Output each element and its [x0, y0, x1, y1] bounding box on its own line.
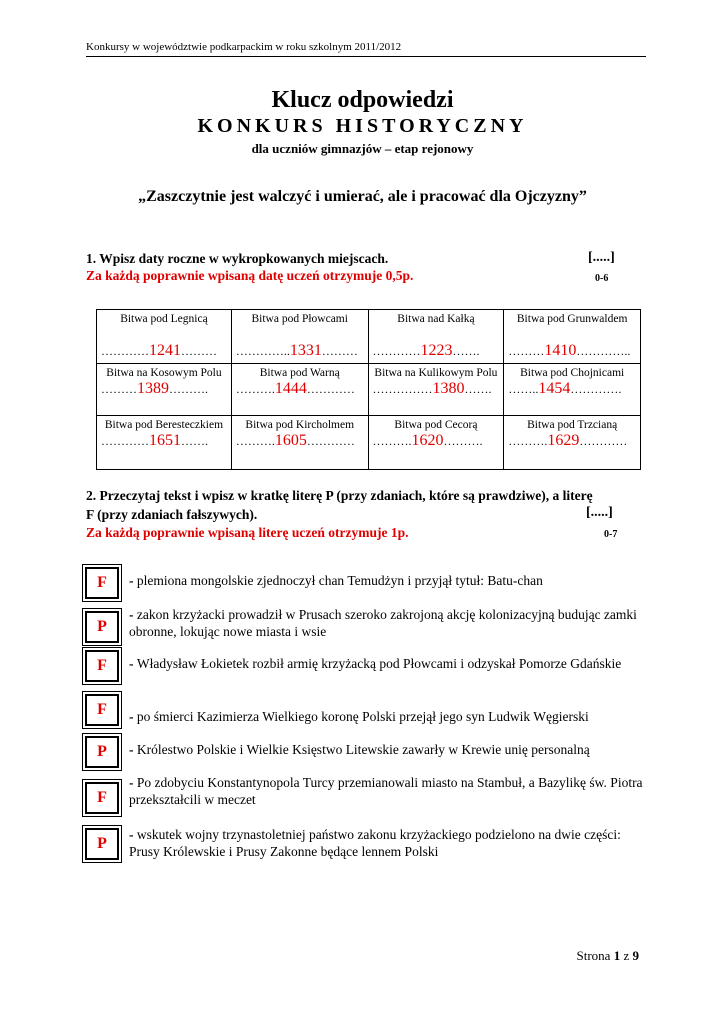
date-answer: 1223 — [420, 342, 453, 359]
task1-points-box: [.....] — [588, 250, 615, 265]
task1-scoring: Za każdą poprawnie wpisaną datę uczeń otrzymuje 0,5p. — [86, 268, 414, 283]
dates-table — [96, 309, 641, 470]
footer-of: z — [623, 948, 630, 963]
statement — [129, 741, 644, 758]
motto: „Zaszczytnie jest walczyć i umierać, ale i pracować dla Ojczyzny” — [138, 188, 587, 205]
date-answer: 1651 — [149, 432, 181, 449]
date-answer: 1629 — [547, 432, 580, 449]
answer-box[interactable]: F — [85, 694, 119, 726]
battle-name: Bitwa nad Kałką — [397, 313, 475, 325]
statement-text: Władysław Łokietek rozbił armię krzyżacką pod Płowcami i odzyskał Pomorze Gdańskie — [136, 656, 622, 671]
battle-cell — [97, 310, 232, 364]
battle-name: Bitwa pod Legnicą — [120, 313, 208, 325]
dates-row — [97, 310, 641, 364]
answer-box[interactable]: F — [85, 782, 119, 814]
dotted-trailer: ………. — [169, 382, 208, 396]
statement-text: Królestwo Polskie i Wielkie Księstwo Litewskie zawarły w Krewie unię personalną — [136, 742, 590, 757]
dotted-leader: ………… — [101, 434, 149, 448]
date-answer: 1380 — [432, 380, 465, 397]
date-answer: 1454 — [538, 380, 571, 397]
competition-stage: dla uczniów gimnazjów – etap rejonowy — [251, 141, 474, 156]
dotted-leader: ………. — [508, 434, 548, 448]
bullet-dash: - — [129, 607, 137, 622]
dotted-trailer: ………….. — [576, 344, 631, 358]
date-answer-line — [101, 432, 227, 450]
dotted-leader: …………… — [372, 382, 433, 396]
task2-scoring: Za każdą poprawnie wpisaną literę uczeń otrzymuje 1p. — [86, 525, 409, 540]
date-answer: 1331 — [289, 342, 322, 359]
statement-text: po śmierci Kazimierza Wielkiego koronę Polski przejął jego syn Ludwik Węgierski — [136, 709, 589, 724]
page-footer — [577, 948, 639, 964]
document-header: Konkursy w województwie podkarpackim w roku szkolnym 2011/2012 — [86, 41, 646, 57]
statement-text: zakon krzyżacki prowadził w Prusach szeroko zakrojoną akcję kolonizacyjną budując zamki obronne, lokując nowe miasta i wsie — [129, 607, 637, 639]
dotted-trailer: ……. — [181, 434, 208, 448]
battle-cell — [504, 416, 641, 470]
dotted-leader: ………. — [372, 434, 412, 448]
date-answer: 1605 — [274, 432, 307, 449]
page-subtitle: KONKURS HISTORYCZNY — [197, 115, 528, 137]
battle-name: Bitwa na Kosowym Polu — [106, 367, 222, 379]
date-answer-line — [373, 342, 500, 360]
battle-name: Bitwa pod Trzcianą — [527, 419, 618, 431]
battle-cell — [368, 416, 504, 470]
battle-name: Bitwa pod Grunwaldem — [516, 313, 628, 325]
battle-cell — [368, 364, 504, 416]
task1-range: 0-6 — [595, 273, 609, 284]
task1-instruction: 1. Wpisz daty roczne w wykropkowanych miejscach. — [86, 251, 389, 266]
dotted-trailer: ………… — [579, 434, 628, 448]
battle-cell — [97, 416, 232, 470]
statement-text: Po zdobyciu Konstantynopola Turcy przemianowali miasto na Stambuł, a Bazylikę św. Piotra przekształcili w meczet — [129, 775, 643, 807]
dotted-trailer: ……… — [321, 344, 358, 358]
dotted-leader: …….. — [508, 382, 539, 396]
battle-cell — [97, 364, 232, 416]
date-answer-line — [508, 432, 636, 450]
answer-box[interactable]: P — [85, 736, 119, 768]
dotted-trailer: ……… — [181, 344, 217, 358]
statement-text: wskutek wojny trzynastoletniej państwo zakonu krzyżackiego podzielono na dwie części: Prusy Królewskie i Prusy Zakonne będące lennem Polski — [129, 827, 621, 859]
dotted-trailer: ………. — [443, 434, 483, 448]
bullet-dash: - — [129, 827, 137, 842]
battle-name: Bitwa pod Płowcami — [251, 313, 348, 325]
answer-box[interactable]: F — [85, 567, 119, 599]
answer-box[interactable]: F — [85, 650, 119, 682]
date-answer-line — [508, 342, 636, 360]
dotted-trailer: ………… — [306, 434, 355, 448]
task2-points-box: [.....] — [586, 505, 613, 520]
statement — [129, 655, 644, 672]
battle-name: Bitwa pod Chojnicami — [520, 367, 625, 379]
battle-name: Bitwa pod Warną — [259, 367, 340, 379]
date-answer: 1620 — [411, 432, 444, 449]
dotted-leader: ………… — [372, 344, 421, 358]
bullet-dash: - — [129, 709, 137, 724]
battle-cell — [231, 416, 368, 470]
bullet-dash: - — [129, 775, 137, 790]
dotted-leader: ………. — [235, 434, 275, 448]
dotted-leader: ……… — [101, 382, 137, 396]
battle-name: Bitwa pod Kircholmem — [245, 419, 355, 431]
battle-cell — [231, 310, 368, 364]
answer-box[interactable]: P — [85, 828, 119, 860]
bullet-dash: - — [129, 742, 137, 757]
dotted-leader: ……… — [508, 344, 545, 358]
statement — [129, 572, 644, 589]
dotted-trailer: …………. — [570, 382, 622, 396]
date-answer-line — [508, 380, 636, 398]
battle-name: Bitwa na Kulikowym Polu — [374, 367, 498, 379]
date-answer: 1410 — [544, 342, 577, 359]
page-title: Klucz odpowiedzi — [271, 87, 454, 113]
dates-row — [97, 364, 641, 416]
dotted-trailer: ………… — [306, 382, 355, 396]
battle-cell — [368, 310, 504, 364]
statement-text: plemiona mongolskie zjednoczył chan Temudżyn i przyjął tytuł: Batu-chan — [136, 573, 543, 588]
dotted-leader: ………….. — [235, 344, 290, 358]
statement — [129, 774, 644, 808]
answer-box[interactable]: P — [85, 611, 119, 643]
dotted-leader: ………… — [101, 344, 149, 358]
date-answer-line — [373, 432, 500, 450]
statement — [129, 708, 644, 725]
dotted-trailer: ……. — [464, 382, 492, 396]
date-answer-line — [236, 342, 364, 360]
date-answer: 1241 — [149, 342, 181, 359]
statement — [129, 826, 644, 860]
battle-cell — [231, 364, 368, 416]
footer-prefix: Strona — [576, 948, 611, 963]
dotted-leader: ………. — [235, 382, 275, 396]
battle-cell — [504, 310, 641, 364]
date-answer-line — [101, 380, 227, 398]
date-answer-line — [236, 380, 364, 398]
task2-instruction-line1: 2. Przeczytaj tekst i wpisz w kratkę literę P (przy zdaniach, które są prawdziwe), a literę — [86, 488, 593, 503]
dotted-trailer: ……. — [452, 344, 480, 358]
date-answer-line — [236, 432, 364, 450]
date-answer: 1389 — [137, 380, 169, 397]
date-answer-line — [373, 380, 500, 398]
battle-name: Bitwa pod Cecorą — [394, 419, 478, 431]
footer-page: 1 — [613, 948, 621, 963]
bullet-dash: - — [129, 656, 137, 671]
footer-total: 9 — [632, 948, 639, 963]
date-answer-line — [101, 342, 227, 360]
statement — [129, 606, 644, 640]
battle-cell — [504, 364, 641, 416]
dates-row — [97, 416, 641, 470]
bullet-dash: - — [129, 573, 137, 588]
task2-instruction-line2: F (przy zdaniach fałszywych). — [86, 507, 258, 522]
task2-range: 0-7 — [604, 529, 618, 540]
date-answer: 1444 — [274, 380, 307, 397]
battle-name: Bitwa pod Beresteczkiem — [104, 419, 224, 431]
